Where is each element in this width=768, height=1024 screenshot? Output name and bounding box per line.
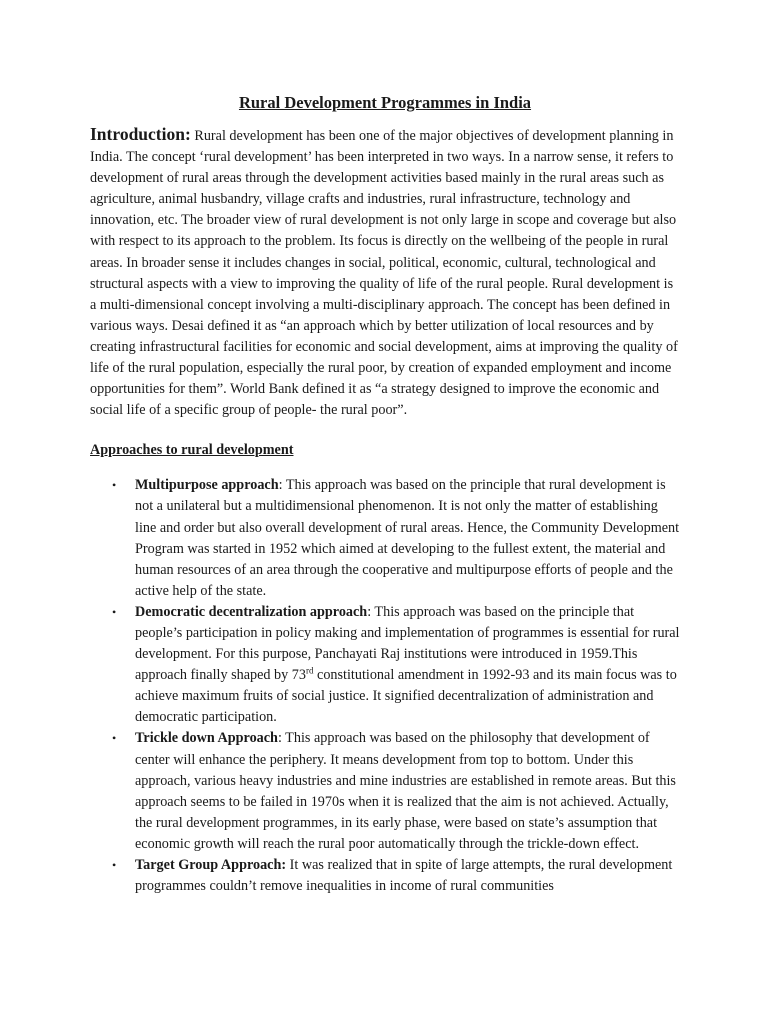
item-text: It was realized that in spite of large attempts, the rural development programmes couldn’t remove inequalities in income of rural communities — [135, 857, 673, 895]
item-term: Democratic decentralization approach — [135, 603, 368, 620]
document-title: Rural Development Programmes in India — [238, 93, 532, 112]
item-term: Multipurpose approach — [135, 477, 279, 494]
item-text: : This approach was based on the principle that rural development is not a unilateral but a multidimensional phenomenon. It is not only the matter of establishing line and order but also overall development of rural areas. Hence, the Community Development Program was started in 1952 which aimed at developing to the fullest extent, the material and human resources of an area through the cooperative and multipurpose efforts of people and the active help of the state. — [135, 477, 680, 599]
approaches-list — [90, 475, 680, 897]
intro-paragraph — [90, 124, 680, 421]
bullet-icon: • — [112, 478, 117, 493]
approaches-heading: Approaches to rural development — [90, 442, 294, 459]
document-page — [90, 92, 680, 897]
list-item-target-group — [90, 855, 680, 897]
item-text: : This approach was based on the principle that people’s participation in policy making and implementation of programmes is essential for rural development. For this purpose, Panchayati Raj institutions were introduced in 1959.This approach finally shaped by 73 — [135, 603, 680, 684]
item-term: Target Group Approach: — [135, 857, 287, 873]
list-item-multipurpose — [90, 475, 680, 602]
intro-label: Introduction: — [90, 124, 191, 144]
bullet-icon: • — [112, 858, 117, 872]
ordinal-superscript: rd — [305, 665, 314, 676]
list-item-trickle-down — [90, 728, 680, 855]
intro-text: Rural development has been one of the major objectives of development planning in India. The concept ‘rural development’ has been interpreted in two ways. In a narrow sense, it refers to development of rural areas through the development activities based mainly in the rural areas such as agriculture, animal husbandry, village crafts and industries, rural infrastructure, technology and innovation, etc. The broader view of rural development is not only large in scope and coverage but also with respect to its approach to the problem. Its focus is directly on the wellbeing of the people in rural areas. In broader sense it includes changes in social, political, economic, cultural, technological and structural aspects with a view to improving the quality of life of the rural people. Rural development is a multi-dimensional concept involving a multi-disciplinary approach. The concept has been defined in various ways. Desai defined it as “an approach which by better utilization of local resources and by creating infrastructural facilities for economic and social development, aims at improving the quality of life of the rural population, especially the rural poor, by creation of expanded employment and income opportunities for them”. World Bank defined it as “a strategy designed to improve the economic and social life of a specific group of people- the rural poor”. — [90, 128, 678, 419]
bullet-icon: • — [112, 604, 117, 619]
list-item-democratic-decentralization — [90, 602, 680, 729]
item-text: : This approach was based on the philosophy that development of center will enhance the periphery. It means development from top to bottom. Under this approach, various heavy industries and mine industries are established in remote areas. But this approach seems to be failed in 1970s when it is realized that the aim is not achieved. Actually, the rural development programmes, in its early phase, were based on state’s assumption that economic growth will reach the rural poor automatically through the trickle-down effect. — [135, 730, 676, 852]
item-text-continued: constitutional amendment in 1992-93 and its main focus was to achieve maximum fruits of social justice. It signified decentralization of administration and democratic participation. — [135, 667, 677, 726]
bullet-icon: • — [112, 731, 117, 746]
item-term: Trickle down Approach — [135, 730, 278, 747]
